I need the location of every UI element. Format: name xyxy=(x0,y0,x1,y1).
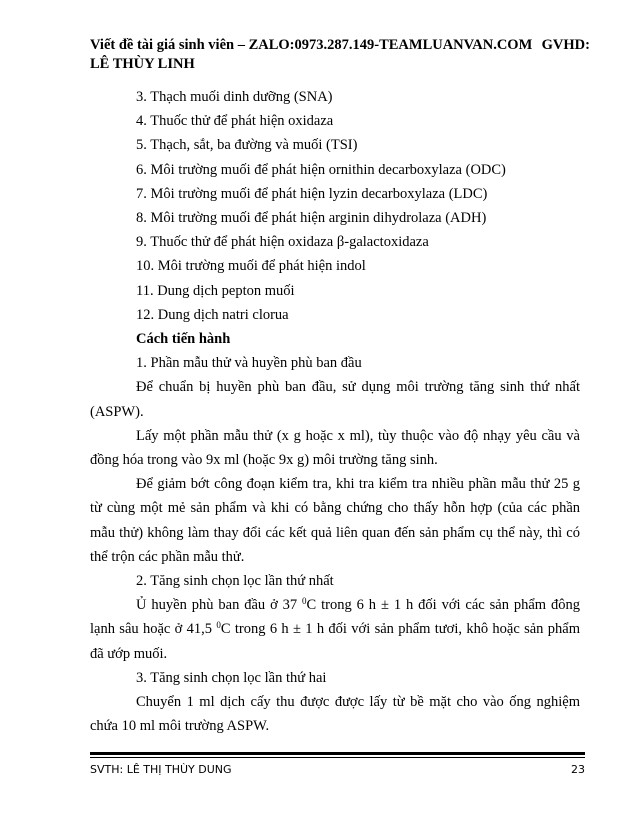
step-title: 1. Phần mẫu thử và huyền phù ban đầu xyxy=(136,355,362,372)
page-number: 23 xyxy=(571,763,585,776)
step-title: 2. Tăng sinh chọn lọc lần thứ nhất xyxy=(136,573,334,590)
paragraph: Lấy một phần mẫu thử (x g hoặc x ml), tùy thuộc vào độ nhạy yêu cầu và đồng hóa trong vào 9x ml (hoặc 9x g) môi trường tăng sinh. xyxy=(90,427,580,469)
header-title: Viết đề tài giá sinh viên – ZALO:0973.287.149-TEAMLUANVAN.COM xyxy=(90,37,533,53)
header-line xyxy=(90,36,590,55)
reagent-item: 12. Dung dịch natri clorua xyxy=(136,306,289,323)
footer-rule xyxy=(90,752,585,755)
reagent-item: 8. Môi trường muối để phát hiện arginin dihydrolaza (ADH) xyxy=(136,210,487,227)
paragraph: Chuyển 1 ml dịch cấy thu được được lấy từ bề mặt cho vào ống nghiệm chứa 10 ml môi trường ASPW. xyxy=(90,694,580,735)
reagent-item: 9. Thuốc thử để phát hiện oxidaza β-galactoxidaza xyxy=(136,234,429,251)
header-gvhd-name: LÊ THÙY LINH xyxy=(90,56,195,72)
page-footer xyxy=(90,763,585,777)
reagent-item: 7. Môi trường muối để phát hiện lyzin decarboxylaza (LDC) xyxy=(136,185,488,202)
reagent-item: 4. Thuốc thử để phát hiện oxidaza xyxy=(136,113,334,130)
section-heading: Cách tiến hành xyxy=(136,331,231,348)
reagent-item: 11. Dung dịch pepton muối xyxy=(136,282,295,299)
document-body xyxy=(90,85,580,738)
page-header xyxy=(90,36,590,74)
paragraph: Để chuẩn bị huyền phù ban đầu, sử dụng môi trường tăng sinh thứ nhất (ASPW). xyxy=(90,379,580,420)
footer-student: SVTH: LÊ THỊ THÙY DUNG xyxy=(90,763,232,776)
reagent-item: 6. Môi trường muối để phát hiện ornithin decarboxylaza (ODC) xyxy=(136,161,506,178)
footer-rule-thin xyxy=(90,757,585,758)
reagent-item: 5. Thạch, sắt, ba đường và muối (TSI) xyxy=(136,137,358,154)
superscript: 0 xyxy=(216,620,221,631)
reagent-item: 10. Môi trường muối để phát hiện indol xyxy=(136,258,366,275)
step-title: 3. Tăng sinh chọn lọc lần thứ hai xyxy=(136,669,327,686)
paragraph: Để giảm bớt công đoạn kiểm tra, khi tra kiểm tra nhiều phần mẫu thử 25 g từ cùng một mẻ sản phẩm và khi có bằng chứng cho thấy hỗn hợp (của các phần mẫu thử) không làm thay đổi các kết quả liên quan đến sản phẩm cụ thể này, thì có thể trộn các phần mẫu thử. xyxy=(90,476,580,565)
paragraph-incubation xyxy=(90,593,580,666)
text-run: C trong 6 h ± 1 h đối với các sản phẩm đông lạnh sâu hoặc ở 41,5 xyxy=(90,597,580,638)
text-run: Ủ huyền phù ban đầu ở 37 xyxy=(136,597,303,614)
header-gvhd-label: GVHD: xyxy=(541,37,590,53)
superscript: 0 xyxy=(302,596,307,607)
text-run: C trong 6 h ± 1 h đối với sản phẩm tươi, khô hoặc sản phẩm đã ướp muối. xyxy=(90,621,580,662)
reagent-item: 3. Thạch muối dinh dưỡng (SNA) xyxy=(136,89,333,105)
